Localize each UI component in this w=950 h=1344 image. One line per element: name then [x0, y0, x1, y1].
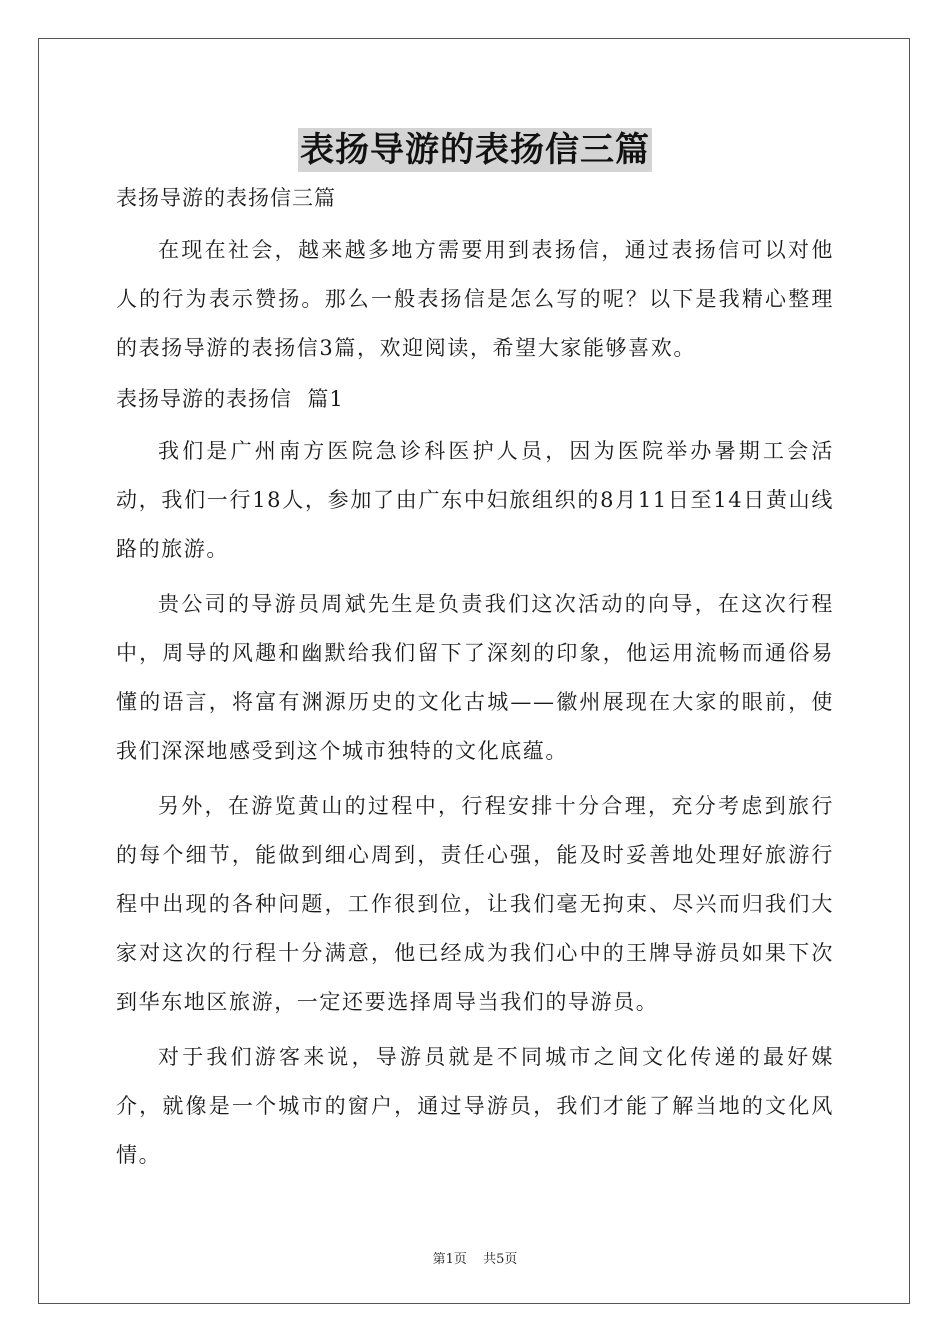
document-subtitle: 表扬导游的表扬信三篇 — [116, 186, 336, 210]
document-title: 表扬导游的表扬信三篇 — [300, 130, 650, 170]
page-footer — [0, 1248, 950, 1267]
page-total: 共5页 — [483, 1252, 518, 1267]
body-paragraph-1: 我们是广州南方医院急诊科医护人员，因为医院举办暑期工会活动，我们一行18人，参加了由广东中妇旅组织的8月11日至14日黄山线路的旅游。 — [116, 439, 834, 561]
document-body — [116, 178, 834, 1180]
body-paragraph-4: 对于我们游客来说，导游员就是不同城市之间文化传递的最好媒介，就像是一个城市的窗户，通过导游员，我们才能了解当地的文化风情。 — [116, 1045, 834, 1167]
section-heading: 表扬导游的表扬信 篇1 — [116, 387, 344, 411]
body-paragraph-2: 贵公司的导游员周斌先生是负责我们这次活动的向导，在这次行程中，周导的风趣和幽默给我们留下了深刻的印象，他运用流畅而通俗易懂的语言，将富有渊源历史的文化古城——徽州展现在大家的眼前，使我们深深地感受到这个城市独特的文化底蕴。 — [116, 592, 834, 763]
intro-paragraph: 在现在社会，越来越多地方需要用到表扬信，通过表扬信可以对他人的行为表示赞扬。那么一般表扬信是怎么写的呢？以下是我精心整理的表扬导游的表扬信3篇，欢迎阅读，希望大家能够喜欢。 — [116, 238, 834, 360]
body-paragraph-3: 另外，在游览黄山的过程中，行程安排十分合理，充分考虑到旅行的每个细节，能做到细心周到，责任心强，能及时妥善地处理好旅游行程中出现的各种问题，工作很到位，让我们毫无拘束、尽兴而归我们大家对这次的行程十分满意，他已经成为我们心中的王牌导游员如果下次到华东地区旅游，一定还要选择周导当我们的导游员。 — [116, 794, 834, 1014]
title-area — [0, 128, 950, 172]
page-number: 第1页 — [432, 1252, 467, 1267]
